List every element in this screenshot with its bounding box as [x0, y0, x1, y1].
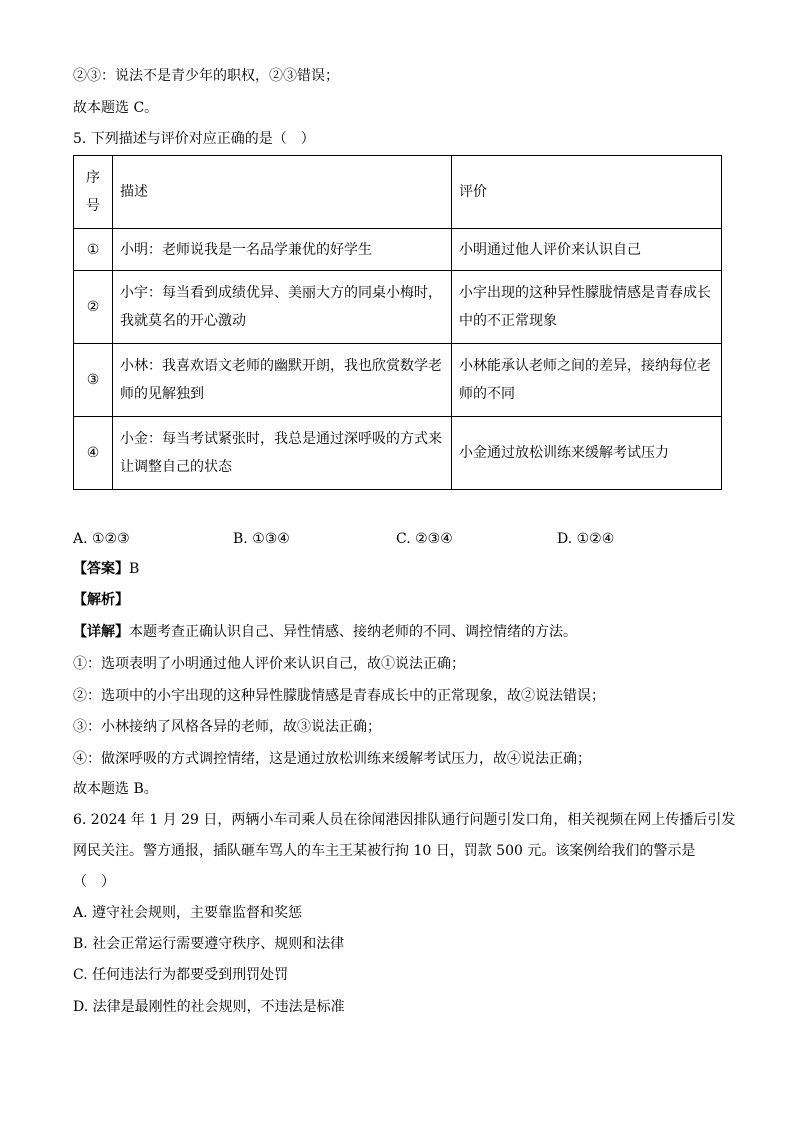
row-number: ① — [74, 229, 113, 271]
detail-line — [73, 622, 577, 642]
option-d: D. ①②④ — [557, 531, 615, 547]
question-6-stem-line-1: 6. 2024 年 1 月 29 日，两辆小车司乘人员在徐闻港因排队通行问题引发口角，相关视频在网上传播后引发 — [73, 812, 736, 828]
row-number: ③ — [74, 344, 113, 417]
question-5-stem: 5. 下列描述与评价对应正确的是（ ） — [73, 131, 315, 147]
row-description: 小金：每当考试紧张时，我总是通过深呼吸的方式来让调整自己的状态 — [113, 417, 452, 490]
row-description: 小明：老师说我是一名品学兼优的好学生 — [113, 229, 452, 271]
row-evaluation: 小林能承认老师之间的差异，接纳每位老师的不同 — [452, 344, 722, 417]
analysis-point-1: ①：选项表明了小明通过他人评价来认识自己，故①说法正确； — [73, 656, 465, 672]
analysis-tag — [73, 590, 129, 610]
analysis-point-3: ③：小林接纳了风格各异的老师，故③说法正确； — [73, 719, 381, 735]
option-a: A. ①②③ — [73, 531, 130, 547]
option-c: C. ②③④ — [396, 531, 453, 547]
detail-text: 本题考查正确认识自己、异性情感、接纳老师的不同、调控情绪的方法。 — [129, 624, 577, 640]
question-5-table — [73, 155, 722, 490]
row-evaluation: 小明通过他人评价来认识自己 — [452, 229, 722, 271]
table-row — [74, 344, 722, 417]
detail-tag: 【详解】 — [73, 624, 129, 640]
prev-answer-line-1: ②③：说法不是青少年的职权，②③错误； — [73, 68, 339, 84]
question-6-option-a: A. 遵守社会规则，主要靠监督和奖惩 — [73, 905, 303, 921]
row-evaluation: 小金通过放松训练来缓解考试压力 — [452, 417, 722, 490]
question-6-option-c: C. 任何违法行为都要受到刑罚处罚 — [73, 967, 289, 983]
question-6-bracket: （ ） — [73, 874, 115, 890]
header-evaluation: 评价 — [452, 156, 722, 229]
header-description: 描述 — [113, 156, 452, 229]
row-number: ④ — [74, 417, 113, 490]
answer-tag: 【答案】 — [73, 561, 129, 577]
answer-line — [73, 559, 139, 579]
table-header-row — [74, 156, 722, 229]
analysis-conclusion: 故本题选 B。 — [73, 781, 158, 797]
table-row — [74, 417, 722, 490]
row-number: ② — [74, 271, 113, 344]
header-number: 序号 — [74, 156, 113, 229]
analysis-tag-text: 【解析】 — [73, 592, 129, 608]
question-6-option-d: D. 法律是最刚性的社会规则，不违法是标准 — [73, 999, 345, 1015]
table-row — [74, 271, 722, 344]
row-description: 小宇：每当看到成绩优异、美丽大方的同桌小梅时，我就莫名的开心激动 — [113, 271, 452, 344]
answer-value: B — [129, 561, 140, 577]
question-6-stem-line-2: 网民关注。警方通报，插队砸车骂人的车主王某被行拘 10 日，罚款 500 元。该案例给我们的警示是 — [73, 843, 696, 859]
row-evaluation: 小宇出现的这种异性朦胧情感是青春成长中的不正常现象 — [452, 271, 722, 344]
analysis-point-4: ④：做深呼吸的方式调控情绪，这是通过放松训练来缓解考试压力，故④说法正确； — [73, 751, 591, 767]
prev-answer-line-2: 故本题选 C。 — [73, 100, 159, 116]
row-description: 小林：我喜欢语文老师的幽默开朗，我也欣赏数学老师的见解独到 — [113, 344, 452, 417]
question-6-option-b: B. 社会正常运行需要遵守秩序、规则和法律 — [73, 936, 345, 952]
analysis-point-2: ②：选项中的小宇出现的这种异性朦胧情感是青春成长中的正常现象，故②说法错误； — [73, 688, 605, 704]
table-row — [74, 229, 722, 271]
option-b: B. ①③④ — [233, 531, 290, 547]
